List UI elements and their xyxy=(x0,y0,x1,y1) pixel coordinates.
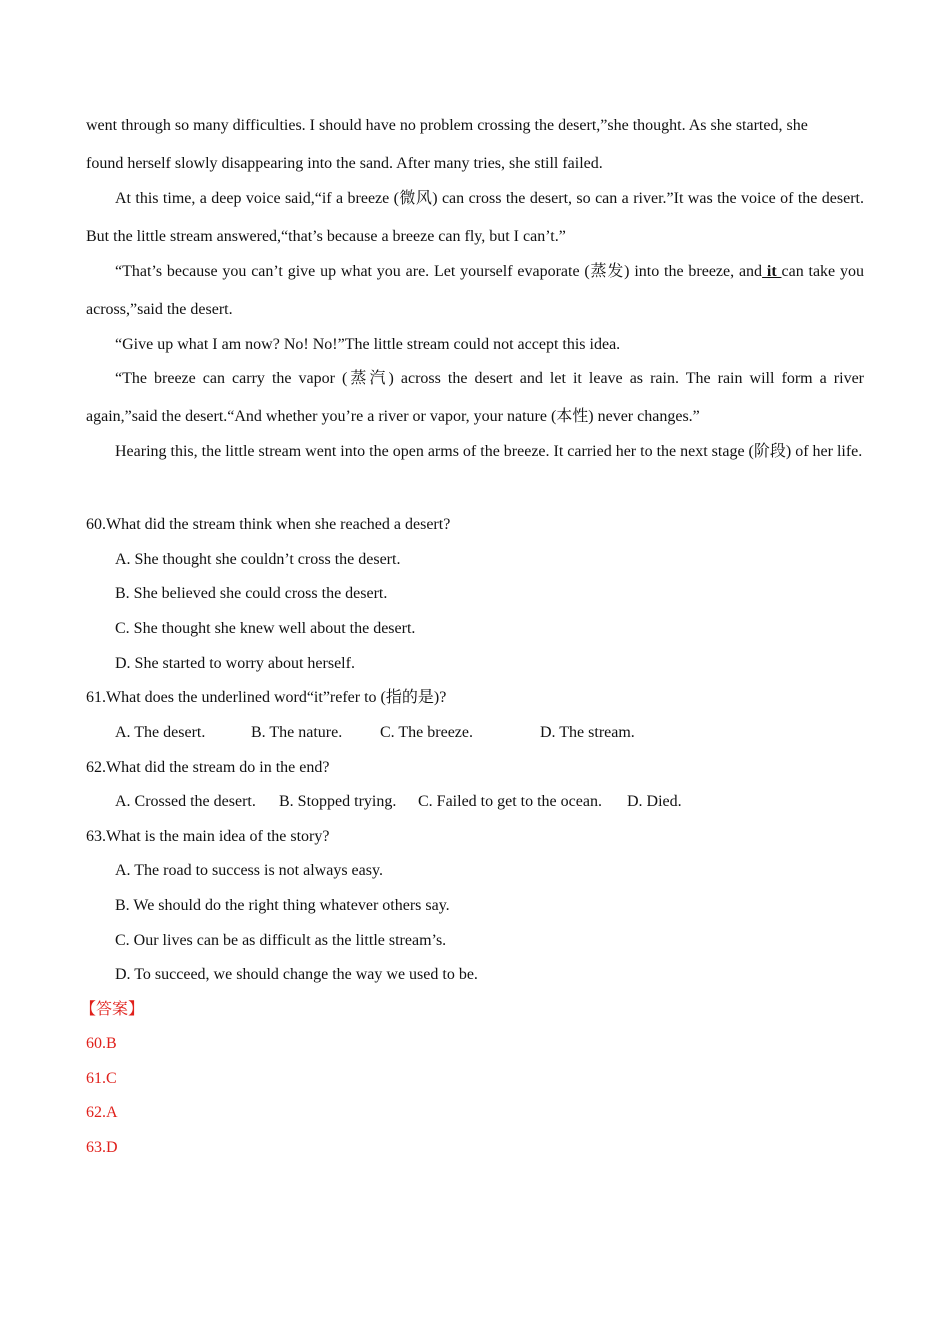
question-61-option-d: D. The stream. xyxy=(540,724,635,741)
answer-62: 62.A xyxy=(86,1104,118,1121)
question-63-option-a: A. The road to success is not always easy. xyxy=(115,862,383,879)
question-60-option-d: D. She started to worry about herself. xyxy=(115,655,355,672)
question-61-option-a: A. The desert. xyxy=(115,724,206,741)
passage-paragraph-6: Hearing this, the little stream went into the open arms of the breeze. It carried her to the next stage (阶段) of her life. xyxy=(115,443,863,460)
question-63-option-c: C. Our lives can be as difficult as the little stream’s. xyxy=(115,932,447,949)
passage-paragraph-2: At this time, a deep voice said,“if a breeze (微风) can cross the desert, so can a river.”It was the voice of the desert. But the little stream answered,“that’s because a breeze can fly, but I can’t.” xyxy=(86,190,864,245)
question-61-stem: 61.What does the underlined word“it”refer to (指的是)? xyxy=(86,689,447,706)
passage-line: went through so many difficulties. I should have no problem crossing the desert,”she thought. As she started, she xyxy=(86,117,808,134)
passage-paragraph-3: “That’s because you can’t give up what you are. Let yourself evaporate (蒸发) into the breeze, and it can take you across,”said the desert. xyxy=(86,263,864,318)
question-63-stem: 63.What is the main idea of the story? xyxy=(86,828,330,845)
underlined-word-it: it xyxy=(762,263,782,280)
question-61-options xyxy=(86,723,786,743)
answer-60: 60.B xyxy=(86,1035,117,1052)
question-62-option-a: A. Crossed the desert. xyxy=(115,793,256,810)
question-63-option-b: B. We should do the right thing whatever others say. xyxy=(115,897,450,914)
question-60-stem: 60.What did the stream think when she reached a desert? xyxy=(86,516,451,533)
question-62-option-d: D. Died. xyxy=(627,793,682,810)
question-62-options xyxy=(86,792,786,812)
passage-paragraph-5: “The breeze can carry the vapor (蒸汽) across the desert and let it leave as rain. The rain will form a river again,”said the desert.“And whether you’re a river or vapor, your nature (本性) never changes.” xyxy=(86,370,864,425)
question-62-stem: 62.What did the stream do in the end? xyxy=(86,759,330,776)
passage-line: found herself slowly disappearing into the sand. After many tries, she still failed. xyxy=(86,155,603,172)
answer-heading: 【答案】 xyxy=(80,1001,145,1018)
answer-61: 61.C xyxy=(86,1070,117,1087)
question-62-option-c: C. Failed to get to the ocean. xyxy=(418,793,602,810)
question-61-option-c: C. The breeze. xyxy=(380,724,473,741)
question-60-option-a: A. She thought she couldn’t cross the desert. xyxy=(115,551,401,568)
question-62-option-b: B. Stopped trying. xyxy=(279,793,397,810)
question-61-option-b: B. The nature. xyxy=(251,724,343,741)
passage-paragraph-4: “Give up what I am now? No! No!”The little stream could not accept this idea. xyxy=(115,336,621,353)
question-60-option-c: C. She thought she knew well about the desert. xyxy=(115,620,416,637)
answer-63: 63.D xyxy=(86,1139,118,1156)
passage-paragraph-1 xyxy=(86,107,864,183)
question-63-option-d: D. To succeed, we should change the way we used to be. xyxy=(115,966,478,983)
question-60-option-b: B. She believed she could cross the desert. xyxy=(115,585,388,602)
